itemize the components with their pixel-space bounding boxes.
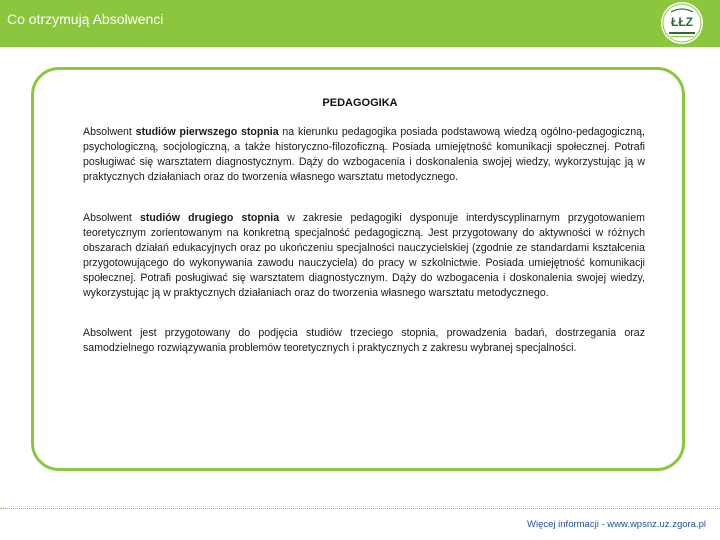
university-logo <box>657 2 711 46</box>
p2-emphasis: studiów drugiego stopnia <box>139 212 280 224</box>
p1-emphasis: studiów pierwszego stopnia <box>135 126 279 138</box>
slide-title: Co otrzymują Absolwenci <box>7 11 164 27</box>
more-info-link[interactable]: Więcej informacji - www.wpsnz.uz.zgora.pl <box>527 519 706 530</box>
p1-lead: Absolwent <box>83 126 136 138</box>
paragraph-second-degree <box>83 211 645 301</box>
p1-body: na kierunku pedagogika posiada podstawową wiedzą ogólno-pedagogiczną, psychologiczną, socjologiczną, a także historyczno-filozoficzną. Posiada umiejętność komunikacji społecznej. Potrafi posługiwać się warsztatem diagnostycznym. Dąży do wzbogacenia i doskonalenia swojej wiedzy, wykorzystując ją w praktycznych działaniach oraz do tworzenia własnego warsztatu metodycznego. <box>83 126 645 183</box>
logo-lettering: ŁŁZ <box>671 15 693 29</box>
content-title: PEDAGOGIKA <box>322 97 398 109</box>
logo-icon <box>657 2 711 46</box>
header-bar <box>0 0 720 47</box>
paragraph-third-degree: Absolwent jest przygotowany do podjęcia studiów trzeciego stopnia, prowadzenia badań, dostrzegania oraz samodzielnego rozwiązywania problemów teoretycznych i praktycznych z zakresu wybranej specjalności. <box>83 327 645 354</box>
paragraph-first-degree <box>83 125 645 185</box>
footer-divider <box>0 508 720 509</box>
p2-lead: Absolwent <box>83 212 140 224</box>
p2-body: w zakresie pedagogiki dysponuje interdyscyplinarnym przygotowaniem teoretycznym zorientowanym na konkretną specjalność pedagogiczną. Jest przygotowany do aktywności w różnych obszarach działań edukacyjnych oraz po ukończeniu specjalności nauczycielskiej (zgodnie ze standardami kształcenia przygotowującego do wykonywania zawodu nauczyciela) do pracy w szkolnictwie. Posiada umiejętność komunikacji społecznej. Potrafi posługiwać się warsztatem diagnostycznym. Dąży do wzbogacenia i doskonalenia swojej wiedzy, wykorzystując ją w praktycznych działaniach oraz do tworzenia własnego warsztatu metodycznego. <box>83 212 645 299</box>
